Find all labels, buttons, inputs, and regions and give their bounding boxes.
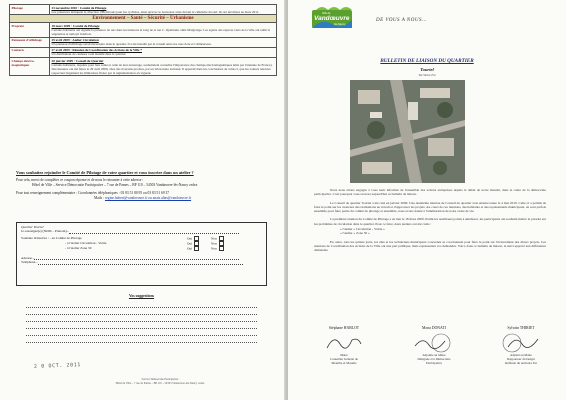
suggestion-line[interactable] <box>26 336 257 343</box>
row-content <box>50 57 277 75</box>
section-band: Environnement – Santé – Sécurité – Urbanisme <box>10 15 277 23</box>
signature-block <box>484 327 558 366</box>
registration-question: Vous souhaitez rejoindre le Comité de Pilotage de votre quartier et vous inscrire dans un atelier ? <box>16 170 194 175</box>
aerial-photo <box>350 80 465 183</box>
coupon-district: Quartier Tourtel <box>21 225 44 229</box>
signatory-role: Déléguée à la Démocratie <box>417 356 451 361</box>
district-name: Tourtel <box>420 67 434 72</box>
mail-link[interactable]: regine.hubert@vandoeuvre.fr ou anais.alias@vandoeuvre.fr <box>104 196 192 200</box>
option-no[interactable]: Non <box>211 241 224 246</box>
body-paragraph: Nous nous étions engagés à vous tenir informés de l'ensemble des actions entreprises depuis le début de notre mandat, dans le cadre de la démocratie participative. C'est pourquoi vous recevez aujourd'hui ce bulletin de liaison. <box>314 188 546 197</box>
row-content <box>50 23 277 37</box>
signatory-role: Rapporteur du budget <box>507 356 535 361</box>
row-heading: 23 novembre 2010 : Comité de Pilotage <box>51 5 107 10</box>
row-content <box>50 47 277 57</box>
signatory-role: Maire <box>340 352 348 357</box>
row-key: Pilotage <box>10 5 50 15</box>
row-text: Certains habitants, inquiets pour leur santé et celle de leur entourage, souhaitaient connaître l'importance des champs électromagnétiques émis par l'antenne de France). Des mesures ont été faites le 29 avril 2009, chez des riverains proches, par un laboratoire national. Il apparaît dans les conclusions de celui-ci, que les valeurs relevées respectent largement les limitations fixées par la réglementation en vigueur. <box>51 62 273 75</box>
row-text: Certains habitants ont signalé la présence de rats dans les buissons le long de la rue C. Opalinski, allée Malgrange. Les agents des espaces verts de la ville ont taillé la végétation et nettoyé l'endroit. <box>51 27 271 36</box>
row-heading: 29 avril 2009 : Atelier Circulation <box>51 38 99 43</box>
date-stamp: 2 0 OCT. 2011 <box>33 362 82 370</box>
signatory-role: Meurthe et Moselle <box>331 360 357 365</box>
phone-label: Téléphone... <box>21 260 38 265</box>
body-paragraph: La première réunion du Comité de Pilotage a eu lieu le 18 mars 2009. Parmi les nombreux points à améliorer, les participants ont souhaité mettre la priorité sur les problèmes de circulation dans le quartier. Pour ce faire, deux ateliers ont été créés : <box>314 217 546 226</box>
table-row <box>10 47 277 57</box>
footer-service: Service Démocratie Participative <box>141 378 179 381</box>
address-label: Adresse... <box>21 255 35 260</box>
row-key: Champs électro-magnétiques <box>10 57 50 75</box>
suggestion-line[interactable] <box>26 315 257 322</box>
row-content <box>50 5 277 15</box>
signatory-name: Mona DONATI <box>422 326 446 330</box>
handwritten-signature-icon <box>498 332 544 354</box>
signatures <box>308 327 558 397</box>
signatory-name: Sylvain THIRIET <box>507 326 535 330</box>
signatory-role: Participative <box>425 360 443 365</box>
wish-label: - à l'atelier Circulation - Voirie <box>65 240 107 245</box>
suggestion-line[interactable] <box>26 322 257 329</box>
row-key: Contacts <box>10 47 50 57</box>
page-footer <box>60 378 260 385</box>
body-paragraph: En outre, tous les quinze jours, les élus et les techniciens municipaux concernés se coordonnent pour faire le point sur l'avancement des divers projets. Ces réunions de Coordination des Actions de la Ville ont une part publique, mais représentent vos demandes. Voici, dans ce bulletin de liaison, le suivi apporté aux différentes demandes. <box>314 239 546 253</box>
row-content <box>50 37 277 47</box>
signatory-role: Adjointe au Maire <box>422 352 446 357</box>
option-yes[interactable]: Oui <box>187 236 199 241</box>
city-logo <box>308 4 356 36</box>
footer-address: Hôtel de Ville – 7 rue de Parme – BP 110 – 54503 Vandœuvre-lès-Nancy cedex <box>115 381 205 385</box>
checkbox-yes[interactable] <box>194 246 199 251</box>
registration-intro <box>16 170 276 201</box>
handwritten-signature-icon <box>411 332 457 354</box>
body-paragraph: Le Conseil de quartier Tourtel a été créé en janvier 2009. Une deuxième réunion de Conseil de quartier s'est ensuite tenue le 4 mai 2010. Celle-ci a permis de faire le point sur les avancées des réalisations au travail et d'approuver les projets. Au cours de ces réunions, des habitants et des représentants municipaux, en sont parfois ensemble pour faire partie du comité de pilotage et ensemble, nous avons donné à l'amélioration de notre cadre de vie. <box>314 200 546 214</box>
checkbox-no[interactable] <box>219 246 224 251</box>
option-no[interactable]: Non <box>211 236 224 241</box>
table-row <box>10 57 277 75</box>
option-yes[interactable]: Oui <box>187 246 199 251</box>
logo-tag: lès-Nancy <box>334 23 346 26</box>
postal-address: Hôtel de Ville – Service Démocratie Participative – 7 rue de Pames – BP 110 – 54503 Vandœuvre-lès-Nancy cedex <box>32 183 198 187</box>
territory-subtitle: Territoire Est <box>418 73 436 77</box>
row-heading: 27 avril 2009 : Réunion de Coordination des Actions de la Ville * <box>51 48 142 53</box>
row-heading: 20 janvier 2009 : Conseil de Quartier <box>51 58 104 63</box>
instruction-line: Pour cela, merci de compléter ce coupon réponse et de nous le retourner à cette adresse : <box>16 178 144 182</box>
handwritten-signature-icon <box>324 332 364 354</box>
wish-label: Souhaite m'inscrire : - au Comité de Pilotage <box>21 235 82 240</box>
signatory-role: Référent du territoire Est <box>505 360 537 365</box>
option-yes[interactable]: Oui <box>187 241 199 246</box>
table-row <box>10 37 277 47</box>
name-label: Je soussigné(e) (NOM – Prénom)... <box>21 229 70 234</box>
table-row <box>10 5 277 15</box>
signature-block <box>394 327 474 366</box>
right-page <box>288 0 566 400</box>
contact-line: Pour tout renseignement complémentaire : Coordonnées téléphoniques : 03 83 51 80 95 ou 03 83 51 69 37 <box>16 191 170 195</box>
signatory-role: Adjoint au Maire <box>510 352 532 357</box>
actions-table <box>9 4 277 76</box>
logo-sub: Ville de <box>322 12 331 15</box>
phone-row <box>21 260 262 264</box>
suggestion-line[interactable] <box>26 329 257 336</box>
mail-label: Mails : <box>94 196 105 200</box>
name-field[interactable] <box>69 230 239 234</box>
motto: DE VOUS A NOUS… <box>376 18 427 23</box>
option-no[interactable]: Non <box>211 246 224 251</box>
suggestions-title: Vos suggestions <box>128 294 155 298</box>
row-text: Les présences indiquent la direction d'Herlicourt pour les cyclistes, ainsi qu'avec le nouveaux aires devant le cimetière du sud. Ils ont été mises en mars 2011. <box>51 9 260 14</box>
mail-line <box>16 196 276 201</box>
row-heading: 18 mars 2009 : Comité de Pilotage <box>51 23 100 28</box>
bulletin-title: BULLETIN DE LIAISON DU QUARTIER <box>380 58 474 64</box>
workshop-item: « l'atelier « Zone 30 » <box>340 231 370 236</box>
signatory-name: Stéphane HABLOT <box>328 326 360 330</box>
signature-block <box>308 327 380 366</box>
suggestion-line[interactable] <box>26 301 257 308</box>
logo-word: Vandœuvre <box>314 15 350 22</box>
suggestion-line[interactable] <box>26 308 257 315</box>
row-key: Propreté <box>10 23 50 37</box>
workshop-item: « l'atelier « Circulation - Voirie » <box>340 227 385 232</box>
reply-coupon <box>16 222 267 286</box>
phone-field[interactable] <box>38 261 243 265</box>
bulletin-body <box>314 188 546 257</box>
row-text: Un distributeur de canisses a été installé dans le quartier. <box>51 52 127 57</box>
row-key: Panneaux d'affichage <box>10 37 50 47</box>
table-row <box>10 23 277 37</box>
wish-row-zone30 <box>21 246 262 251</box>
name-row <box>21 229 262 233</box>
suggestions-section <box>16 294 267 343</box>
row-text: Un panneau d'affichage serait nécessaire dans le quartier. Il a été installé par le conseil entre les rues Zola et Clémenceau. <box>51 42 212 47</box>
section-band-row <box>10 15 277 23</box>
wish-label: - à l'atelier Zone 30 <box>65 245 92 250</box>
signatory-role: Conseiller Général de <box>330 356 358 361</box>
